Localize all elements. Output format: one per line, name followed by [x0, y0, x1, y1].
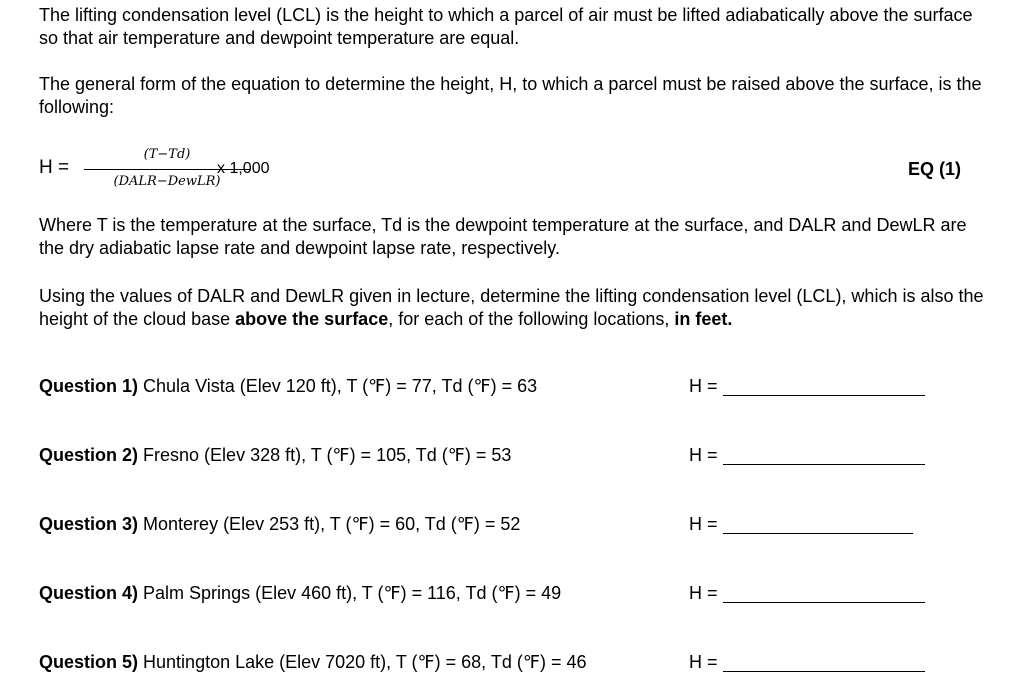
question-text [39, 445, 511, 466]
question-row-4 [39, 583, 969, 611]
question-text [39, 376, 537, 397]
equation-multiplier: x 1,000 [217, 160, 270, 177]
answer-blank-line[interactable] [723, 464, 925, 465]
lcl-equation [39, 145, 969, 197]
answer-label: H = [689, 376, 718, 396]
question-row-3 [39, 514, 969, 542]
equation-lhs: H = [39, 157, 70, 178]
answer-blank-line[interactable] [723, 533, 913, 534]
instructions-bold-2: in feet. [674, 308, 733, 329]
question-details: Huntington Lake (Elev 7020 ft), T (℉) = 68, Td (℉) = 46 [143, 652, 587, 672]
question-text [39, 583, 561, 604]
instructions-text-2: , for each of the following locations, [388, 308, 675, 329]
instructions-paragraph [39, 285, 989, 330]
question-text [39, 652, 587, 673]
general-form-paragraph: The general form of the equation to determine the height, H, to which a parcel must be raised above the surface, is the following: [39, 74, 982, 117]
answer-label: H = [689, 514, 718, 534]
answer-label: H = [689, 583, 718, 603]
equation-denominator: (DALR−DewLR) [113, 174, 221, 189]
instructions-bold-1: above the surface [235, 308, 389, 329]
question-details: Monterey (Elev 253 ft), T (℉) = 60, Td (℉) = 52 [143, 514, 521, 534]
equation-numerator: (T−Td) [143, 147, 191, 162]
question-details: Palm Springs (Elev 460 ft), T (℉) = 116, Td (℉) = 49 [143, 583, 562, 603]
answer-blank-line[interactable] [723, 395, 925, 396]
answer-blank-line[interactable] [723, 602, 925, 603]
equation-label: EQ (1) [907, 159, 961, 179]
question-row-2 [39, 445, 969, 473]
question-label: Question 3) [39, 514, 139, 534]
question-label: Question 1) [39, 376, 139, 396]
instructions-text-1: Using the values of DALR and DewLR given in lecture, determine the lifting condensation level (LCL), which is also the height of the cloud base [39, 286, 984, 329]
question-details: Chula Vista (Elev 120 ft), T (℉) = 77, Td (℉) = 63 [143, 376, 538, 396]
answer-blank-line[interactable] [723, 671, 925, 672]
question-label: Question 4) [39, 583, 139, 603]
answer-label: H = [689, 445, 718, 465]
question-text [39, 514, 520, 535]
question-label: Question 2) [39, 445, 139, 465]
intro-paragraph: The lifting condensation level (LCL) is the height to which a parcel of air must be lifted adiabatically above the surface so that air temperature and dewpoint temperature are equal. [39, 5, 973, 48]
variable-definitions-paragraph: Where T is the temperature at the surface, Td is the dewpoint temperature at the surface, and DALR and DewLR are the dry adiabatic lapse rate and dewpoint lapse rate, respectively. [39, 215, 967, 258]
question-row-5 [39, 652, 969, 680]
question-details: Fresno (Elev 328 ft), T (℉) = 105, Td (℉) = 53 [143, 445, 512, 465]
question-row-1 [39, 376, 969, 404]
answer-label: H = [689, 652, 718, 672]
question-label: Question 5) [39, 652, 139, 672]
